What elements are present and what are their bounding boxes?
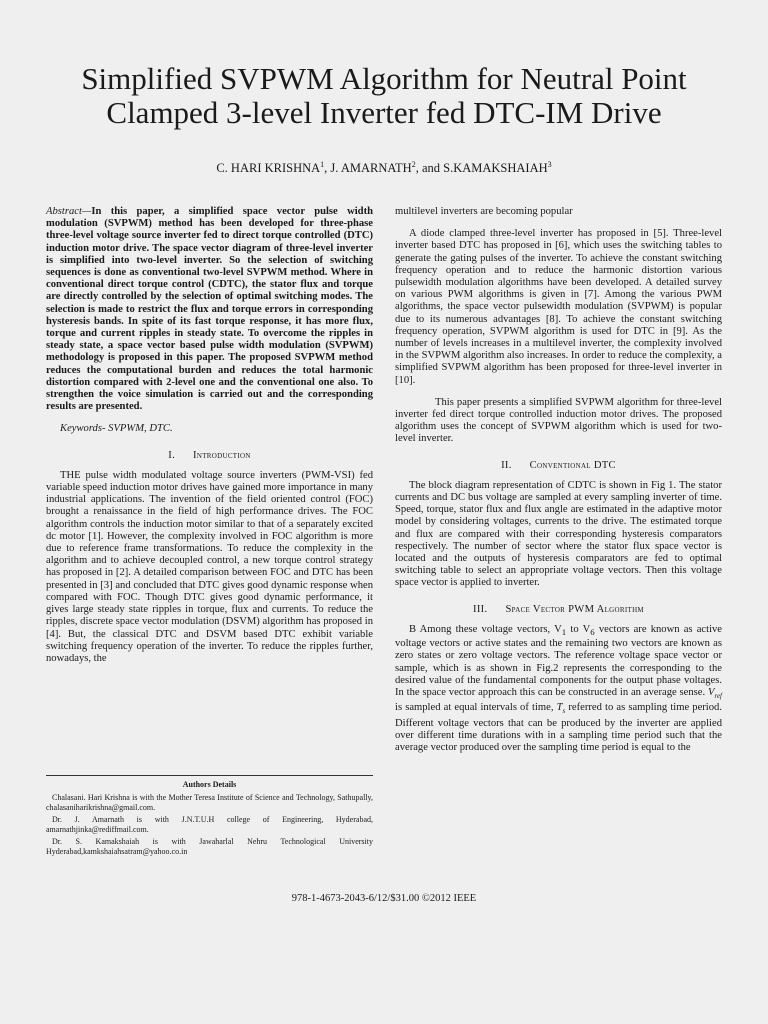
v1-subscript: 1 [561,627,567,637]
paper-title: Simplified SVPWM Algorithm for Neutral Point Clamped 3-level Inverter fed DTC-IM Drive [81,61,687,130]
introduction-paragraph: THE pulse width modulated voltage source inverters (PWM-VSI) fed variable speed induction motor drives have gained more importance in many industrial applications. The invention of the field oriented control (FOC) brought a renaissance in the field of high performance drives. The FOC algorithm controls the induction motor similar to that of a separately excited dc motor [1]. However, the complexity involved in FOC algorithm is more due to reference frame transformations. To reduce the complexity in the algorithm and to achieve decoupled control, a new torque control strategy has proposed in [2]. A detailed comparison between FOC and DTC has been presented in [3] and concluded that DTC gives good dynamic response when compared with FOC. Though DTC gives good dynamic performance, it gives large steady state ripples in torque, flux and currents. To reduce the ripples, discrete space vector modulation (DSVM) algorithm has proposed in [4]. But, the classical DTC and DSVM based DTC exhibit variable switching frequency operation of the inverter. To reduce the ripples further, nowadays, the [46,469,373,664]
author-sep-2: , and [415,161,444,176]
keywords: Keywords- SVPWM, DTC. [60,423,173,435]
abstract [46,206,373,413]
svpwm-text-b: to V [566,623,591,635]
footnote-3: Dr. S. Kamakshaiah is with Jawaharlal Nehru Technological University Hyderabad,kamkshaiahsatram@yahoo.co.in [46,837,373,856]
ts-letter: T [556,702,563,714]
section-heading-introduction [46,450,373,462]
author-sep-1: , [324,161,331,176]
author-3: S.KAMAKSHAIAH [443,161,548,176]
footnote-divider [46,775,373,776]
footnote-heading: Authors Details [182,780,237,789]
right-paragraph-2: This paper presents a simplified SVPWM algorithm for three-level inverter fed direct torque controlled induction motor drives. The proposed algorithm uses the concept of SVPWM algorithm which is used for two-level inverter. [395,396,722,445]
author-2: J. AMARNATH [330,161,412,176]
author-1: C. HARI KRISHNA [216,161,321,176]
footnotes [46,780,373,859]
right-column [395,206,722,764]
section-number: III. [473,603,488,615]
right-paragraph-1: A diode clamped three-level inverter has proposed in [5]. Three-level inverter based DTC has proposed in [6], which uses the switching tables to generate the gating pulses of the inverter. To achieve the constant switching frequency operation and to reduce the harmonic distortion various pulsewidth modulation algorithms have been developed. A detailed survey on various PWM algorithms is given in [7]. Among the various PWM algorithms, the space vector pulsewidth modulation (SVPWM) is popular due to its numerous advantages [8]. To achieve the constant switching frequency operation, SVPWM algorithm is used for DTC in [9]. As the number of levels increases in a multilevel inverter, the complexity involved in the SVPWM algorithm also increases. In order to reduce the complexity, a simplified SVPWM algorithm has been proposed for three-level inverter in [10]. [395,228,722,386]
section-title: Space Vector PWM Algorithm [505,603,644,615]
section-number: I. [168,449,176,461]
abstract-text: In this paper, a simplified space vector pulse width modulation (SVPWM) method has been developed for three-phase three-level voltage source inverter fed to direct torque controlled (DTC) induction motor drive. The space vector diagram of three-level inverter is simplified into two-level inverter. So the selection of switching sequences is done as conventional two-level SVPWM method. Where in conventional direct torque control (CDTC), the stator flux and torque are directly controlled by the selection of optimal switching modes. The selection is made to restrict the flux and torque errors in corresponding hysteresis bands. In spite of its fast torque response, it has more flux, torque and current ripples in steady state. To overcome the ripples in steady state, a space vector based pulse width modulation (SVPWM) methodology is proposed in this paper. The proposed SVPWM method reduces the computational burden and reduces the total harmonic distortion compared with 2-level one and the conventional one also. To strengthen the voice simulation is carried out and the corresponding results are presented. [46,206,373,413]
section-number: II. [501,459,512,471]
ts-symbol [556,702,566,716]
section-heading-conventional-dtc [395,460,722,472]
svpwm-text-c: vectors are known as active voltage vectors or active states and the remaining two vectors are known as zero states or zero voltage vectors. The reference voltage space vector or sample, which is as shown in Fig.2 represents the corresponding to the desired value of the fundamental components for the output phase voltages. In the space vector approach this can be constructed in an average sense. [395,623,723,699]
vref-letter: V [708,687,715,699]
section-title: Conventional DTC [529,459,616,471]
svpwm-paragraph [395,624,722,754]
ts-subscript: s [562,707,566,716]
v6-subscript: 6 [590,627,595,637]
left-column [46,206,373,675]
footnote-2: Dr. J. Amarnath is with J.N.T.U.H college of Engineering, Hyderabad, amarnathjinka@rediffmail.com. [46,815,373,834]
author-2-sup: 2 [411,160,416,169]
vref-symbol [708,687,723,701]
vref-subscript: ref [714,692,723,701]
section-title: Introduction [193,449,251,461]
abstract-label: Abstract— [46,206,92,217]
continued-sentence: multilevel inverters are becoming popular [395,206,573,217]
footnote-1: Chalasani. Hari Krishna is with the Mother Teresa Institute of Science and Technology, Sathupally, chalasaniharikrishna@gmail.com. [46,793,373,812]
svpwm-text-a: B Among these voltage vectors, V [409,623,562,635]
svpwm-text-d: is sampled at equal intervals of time, [395,702,554,714]
author-line [40,160,728,176]
author-1-sup: 1 [320,160,325,169]
author-3-sup: 3 [547,160,552,169]
copyright-footer: 978-1-4673-2043-6/12/$31.00 ©2012 IEEE [291,893,477,904]
svpwm-text-e: referred to as sampling time period. Different voltage vectors that can be produced by the inverter are applied over different time durations with in a sampling time period such that the average vector produced over the sampling time period is equal to the [395,702,722,754]
conventional-dtc-paragraph: The block diagram representation of CDTC is shown in Fig 1. The stator currents and DC bus voltage are sampled at every sampling inverter of time. Speed, torque, stator flux and flux angle are estimated in the adaptive motor model by considering voltages, currents to the drive. The estimated torque and flux are compared with their corresponding hysteresis comparators respectively. The number of sector where the stator flux space vector is located and the outputs of hysteresis comparators are fed to optimal switching table to select an appropriate voltage vectors. Then this voltage space vector is applied to inverter. [395,479,722,589]
section-heading-svpwm [395,604,722,616]
